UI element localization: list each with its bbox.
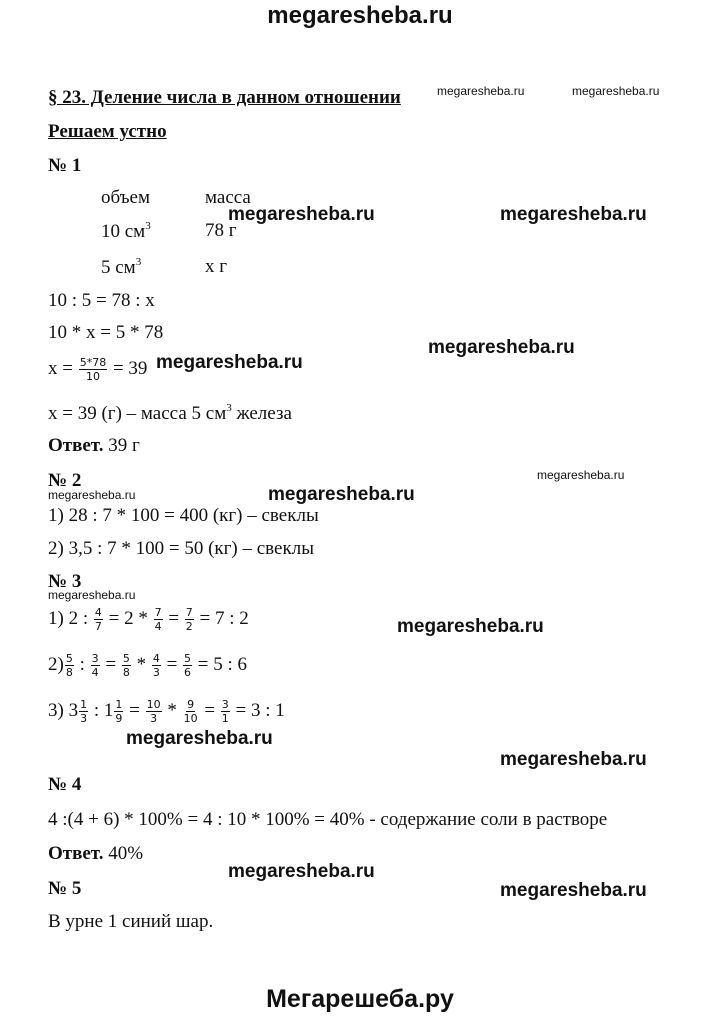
watermark: megaresheba.ru bbox=[500, 204, 647, 225]
watermark: megaresheba.ru bbox=[228, 861, 375, 882]
equation-line: 10 : 5 = 78 : х bbox=[48, 290, 155, 311]
row2-volume: 5 $см^3$ bbox=[101, 256, 142, 278]
answer-line: Ответ. 40% bbox=[48, 843, 144, 864]
watermark: megaresheba.ru bbox=[428, 337, 575, 358]
task-number: № 2 bbox=[48, 470, 82, 491]
fraction: $\frac{5*78}{10}$ bbox=[79, 356, 107, 383]
task-number: № 1 bbox=[48, 155, 82, 176]
fraction: $\frac{4}{7}$ bbox=[94, 606, 102, 633]
watermark: megaresheba.ru bbox=[48, 588, 136, 602]
fraction: $\frac{1}{9}$ bbox=[115, 698, 123, 725]
fraction: $\frac{10}{3}$ bbox=[146, 698, 161, 725]
watermark: megaresheba.ru bbox=[268, 484, 415, 505]
equation-line: 4 :(4 + 6) * 100% = 4 : 10 * 100% = 40% - содержание соли в растворе bbox=[48, 809, 608, 830]
watermark: megaresheba.ru bbox=[228, 204, 375, 225]
task-number: № 4 bbox=[48, 774, 82, 795]
task-number: № 3 bbox=[48, 571, 82, 592]
fraction: $\frac{7}{2}$ bbox=[185, 606, 193, 633]
watermark: megaresheba.ru bbox=[500, 880, 647, 901]
watermark: megaresheba.ru bbox=[126, 728, 273, 749]
fraction: $\frac{4}{3}$ bbox=[152, 652, 160, 679]
fraction: $\frac{3}{4}$ bbox=[91, 652, 99, 679]
column-header-volume: объем bbox=[101, 187, 150, 208]
site-footer: Мегарешеба.ру bbox=[266, 985, 454, 1013]
row1-mass: 78 г bbox=[205, 220, 237, 241]
fraction: $\frac{3}{1}$ bbox=[221, 698, 229, 725]
text-line: В урне 1 синий шар. bbox=[48, 911, 214, 932]
fraction: $\frac{9}{10}$ bbox=[183, 698, 198, 725]
equation-line: 1) 2 : $\frac{4}{7}$ = 2 * $\frac{7}{4}$ = $\frac{7}{2}$ = 7 : 2 bbox=[48, 606, 249, 633]
fraction: $\frac{1}{3}$ bbox=[80, 698, 88, 725]
fraction: $\frac{5}{6}$ bbox=[184, 652, 192, 679]
equation-line: 2) 3,5 : 7 * 100 = 50 (кг) – свеклы bbox=[48, 538, 314, 559]
watermark: megaresheba.ru bbox=[48, 488, 136, 502]
section-title: § 23. Деление числа в данном отношении bbox=[48, 87, 401, 108]
equation-line: 10 * х = 5 * 78 bbox=[48, 322, 164, 343]
equation-line: х = $\frac{5*78}{10}$ = 39 bbox=[48, 356, 148, 383]
column-header-mass: масса bbox=[205, 187, 251, 208]
equation-line: 1) 28 : 7 * 100 = 400 (кг) – свеклы bbox=[48, 505, 319, 526]
watermark: megaresheba.ru bbox=[500, 749, 647, 770]
answer-line: Ответ. 39 г bbox=[48, 435, 140, 456]
fraction: $\frac{7}{4}$ bbox=[154, 606, 162, 633]
site-header: megaresheba.ru bbox=[267, 2, 453, 29]
equation-line: 2) $\frac{5}{8}$ : $\frac{3}{4}$ = $\frac{5}{8}$ * $\frac{4}{3}$ = $\frac{5}{6}$ = 5 : 6 bbox=[48, 652, 248, 679]
fraction: $\frac{5}{8}$ bbox=[65, 652, 73, 679]
task-number: № 5 bbox=[48, 878, 82, 899]
watermark: megaresheba.ru bbox=[572, 84, 660, 98]
watermark: megaresheba.ru bbox=[437, 84, 525, 98]
equation-line: х = 39 (г) – масса 5 $см^3$ железа bbox=[48, 402, 292, 424]
row1-volume: 10 $см^3$ bbox=[101, 220, 151, 242]
watermark: megaresheba.ru bbox=[397, 616, 544, 637]
watermark: megaresheba.ru bbox=[537, 468, 625, 482]
row2-mass: х г bbox=[205, 256, 228, 277]
equation-line: 3) 3 $\frac{1}{3}$ : 1 $\frac{1}{9}$ = $\frac{10}{3}$ * $\frac{9}{10}$ = $\frac{3}{1}$ = 3 : 1 bbox=[48, 698, 285, 725]
watermark: megaresheba.ru bbox=[156, 352, 303, 373]
fraction: $\frac{5}{8}$ bbox=[122, 652, 130, 679]
section-subtitle: Решаем устно bbox=[48, 121, 167, 142]
